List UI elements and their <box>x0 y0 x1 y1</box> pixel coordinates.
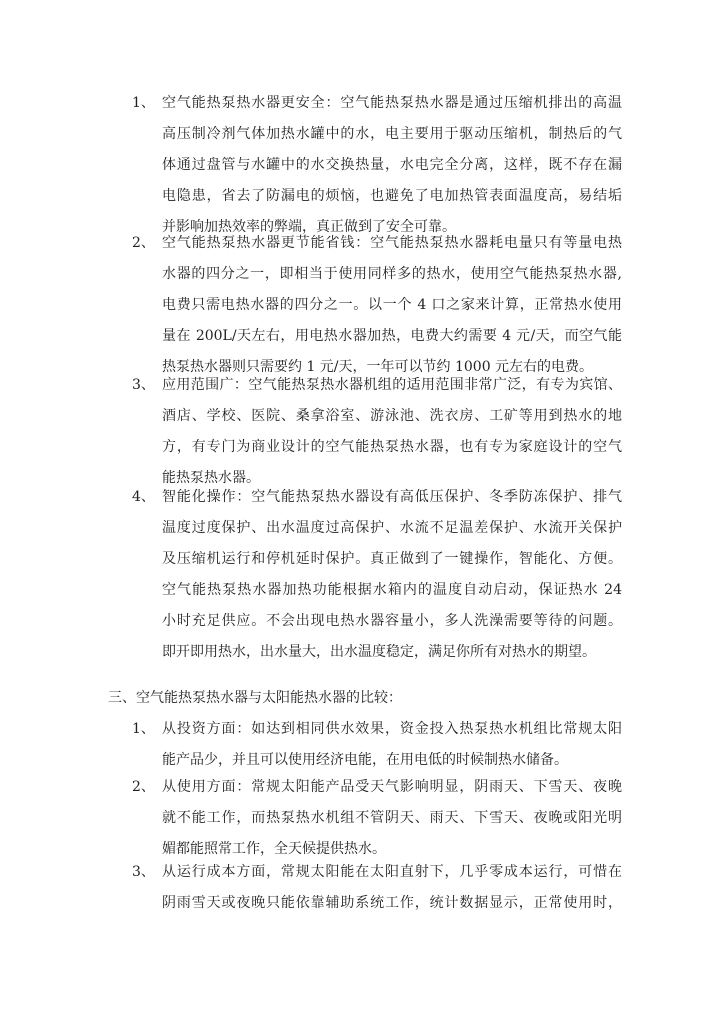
text-line: 酒店、学校、医院、桑拿浴室、游泳池、洗衣房、工矿等用到热水的地 <box>162 408 622 424</box>
text-line: 方，有专门为商业设计的空气能热泵热水器，也有专为家庭设计的空气 <box>162 439 622 455</box>
list-item-number: 3、 <box>132 377 155 393</box>
list-item-number: 2、 <box>132 779 155 795</box>
text-line: 即开即用热水，出水量大，出水温度稳定，满足你所有对热水的期望。 <box>162 644 596 660</box>
text-line: 电费只需电热水器的四分之一。以一个 4 口之家来计算，正常热水使用 <box>162 297 622 313</box>
text-line: 热泵热水器则只需要约 1 元/天，一年可以节约 1000 元左右的电费。 <box>162 359 594 375</box>
list-item-number: 3、 <box>132 864 155 880</box>
text-line: 水器的四分之一，即相当于使用同样多的热水，使用空气能热泵热水器, <box>162 266 622 282</box>
list-item-number: 1、 <box>132 95 155 111</box>
section-heading: 三、空气能热泵热水器与太阳能热水器的比较： <box>108 690 402 706</box>
text-line: 媚都能照常工作，全天候提供热水。 <box>162 841 386 857</box>
text-line: 量在 200L/天左右，用电热水器加热，电费大约需要 4 元/天，而空气能 <box>162 328 622 344</box>
text-line: 从投资方面：如达到相同供水效果，资金投入热泵热水机组比常规太阳 <box>162 721 622 737</box>
text-line: 能热泵热水器。 <box>162 470 260 486</box>
text-line: 智能化操作：空气能热泵热水器设有高低压保护、冬季防冻保护、排气 <box>162 489 622 505</box>
text-line: 空气能热泵热水器加热功能根据水箱内的温度自动启动，保证热水 24 <box>162 582 622 598</box>
text-line: 就不能工作，而热泵热水机组不管阴天、雨天、下雪天、夜晚或阳光明 <box>162 810 622 826</box>
text-line: 温度过度保护、出水温度过高保护、水流不足温差保护、水流开关保护 <box>162 520 622 536</box>
list-item-number: 4、 <box>132 489 155 505</box>
list-item-number: 1、 <box>132 721 155 737</box>
text-line: 从运行成本方面，常规太阳能在太阳直射下，几乎零成本运行，可惜在 <box>162 864 622 880</box>
text-line: 及压缩机运行和停机延时保护。真正做到了一键操作，智能化、方便。 <box>162 551 622 567</box>
text-line: 高压制冷剂气体加热水罐中的水，电主要用于驱动压缩机，制热后的气 <box>162 126 622 142</box>
text-line: 从使用方面：常规太阳能产品受天气影响明显，阴雨天、下雪天、夜晚 <box>162 779 622 795</box>
text-line: 小时充足供应。不会出现电热水器容量小，多人洗澡需要等待的问题。 <box>162 613 622 629</box>
list-item-number: 2、 <box>132 235 155 251</box>
text-line: 阴雨雪天或夜晚只能依靠辅助系统工作，统计数据显示，正常使用时， <box>162 895 622 911</box>
text-line: 电隐患，省去了防漏电的烦恼，也避免了电加热管表面温度高，易结垢 <box>162 188 622 204</box>
text-line: 并影响加热效率的弊端，真正做到了安全可靠。 <box>162 219 456 235</box>
text-line: 空气能热泵热水器更节能省钱：空气能热泵热水器耗电量只有等量电热 <box>162 235 622 251</box>
text-line: 空气能热泵热水器更安全：空气能热泵热水器是通过压缩机排出的高温 <box>162 95 622 111</box>
text-line: 体通过盘管与水罐中的水交换热量，水电完全分离，这样，既不存在漏 <box>162 157 622 173</box>
text-line: 应用范围广：空气能热泵热水器机组的适用范围非常广泛，有专为宾馆、 <box>162 377 622 393</box>
text-line: 能产品少，并且可以使用经济电能，在用电低的时候制热水储备。 <box>162 752 568 768</box>
